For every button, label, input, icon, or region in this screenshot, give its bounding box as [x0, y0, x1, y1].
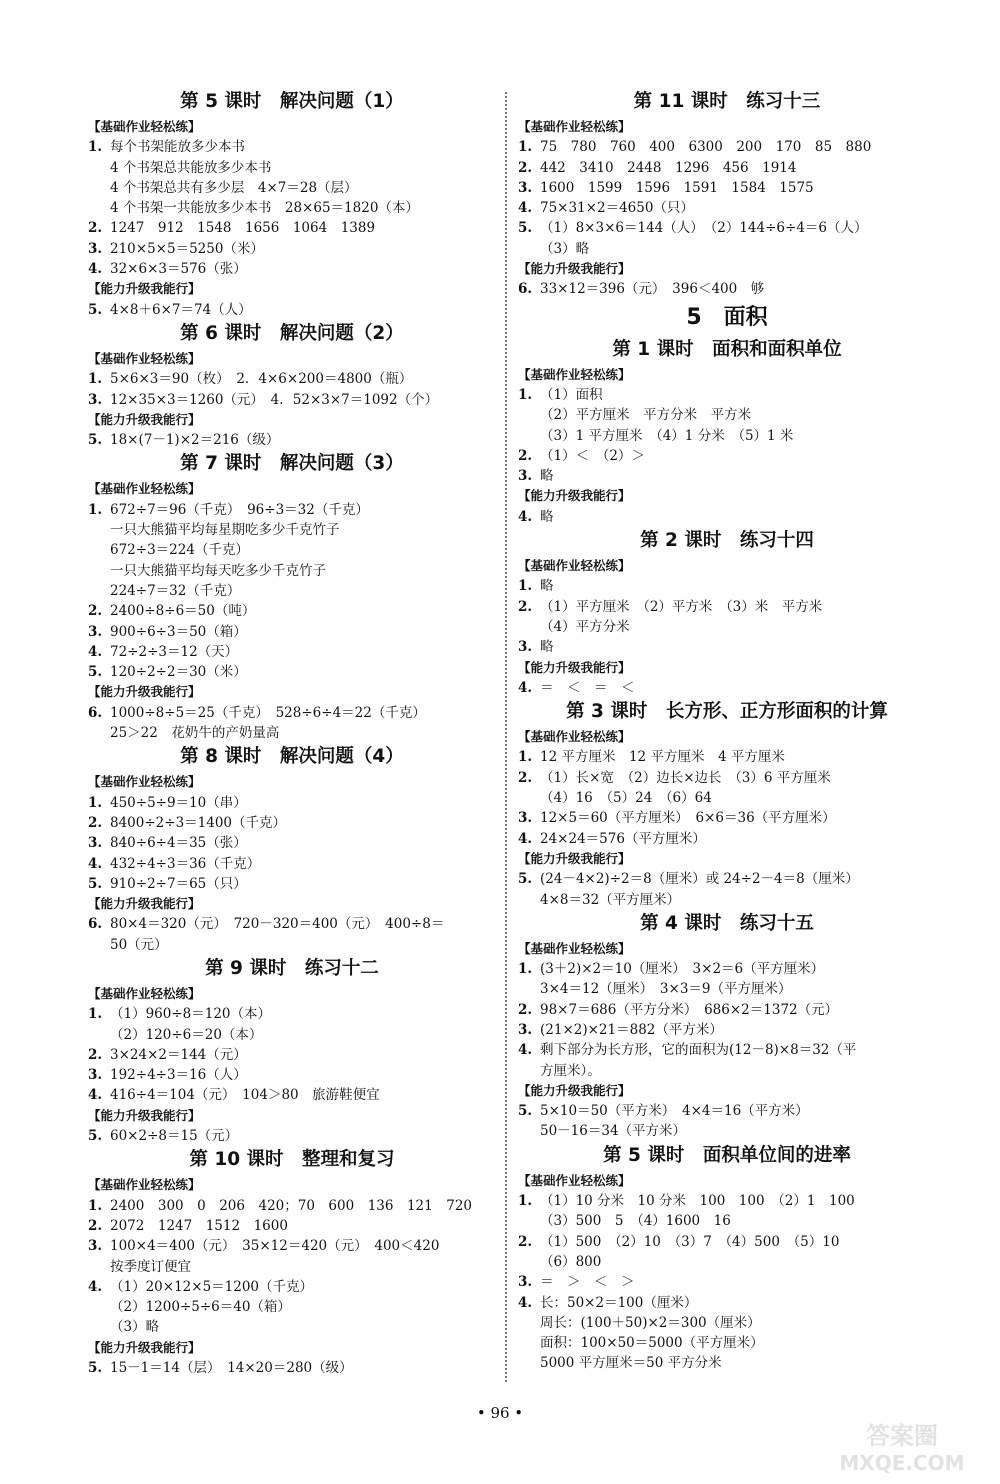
lesson-title: 第 4 课时 练习十五	[640, 912, 814, 934]
answer-line	[88, 137, 496, 157]
answer-text: 75 780 760 400 6300 200 170 85 880	[540, 139, 872, 156]
section-basic: 【基础作业轻松练】	[518, 366, 631, 382]
answer-text: （6）800	[540, 1253, 602, 1270]
lesson-title: 第 10 课时 整理和复习	[189, 1149, 395, 1171]
answer-text: (24－4×2)÷2＝8（厘米）或 24÷2－4＝8（厘米）	[540, 871, 859, 888]
answer-line	[518, 1020, 936, 1040]
answer-text: （3）1 平方厘米 （4）1 分米 （5）1 米	[540, 427, 794, 444]
watermark-top: 答案圈	[866, 1422, 938, 1450]
right-column	[518, 88, 936, 1374]
lesson-title: 第 9 课时 练习十二	[205, 957, 379, 979]
answer-text: 2400÷8÷6＝50（吨）	[110, 603, 256, 620]
answer-text: （2）平方厘米 平方分米 平方米	[540, 407, 752, 424]
unit-title: 5 面积	[686, 304, 768, 330]
answer-text: 672÷3＝224（千克）	[110, 542, 249, 559]
q-number: 1.	[518, 749, 533, 766]
answer-text: 24×24＝576（平方厘米）	[540, 830, 706, 847]
answer-line	[518, 446, 936, 466]
q-number: 3.	[518, 1021, 533, 1038]
answer-text: 50－16＝34（平方米）	[540, 1123, 687, 1140]
q-number: 3.	[518, 1274, 533, 1291]
section-advanced: 【能力升级我能行】	[88, 1339, 201, 1355]
section-advanced: 【能力升级我能行】	[88, 1107, 201, 1123]
answer-text: 8400÷2÷3＝1400（千克）	[110, 814, 287, 831]
lesson-title: 第 2 课时 练习十四	[640, 530, 814, 552]
q-number: 2.	[88, 220, 103, 237]
section-advanced: 【能力升级我能行】	[518, 659, 631, 675]
q-number: 3.	[518, 468, 533, 485]
answer-text: 周长：(100＋50)×2＝300（厘米）	[540, 1314, 761, 1331]
q-number: 5.	[88, 875, 103, 892]
answer-text: 每个书架能放多少本书	[110, 139, 245, 156]
answer-text: 4 个书架总共有多少层 4×7＝28（层）	[110, 179, 358, 196]
answer-line	[518, 959, 936, 979]
answer-line	[518, 198, 936, 218]
answer-text: 长：50×2＝100（厘米）	[540, 1294, 698, 1311]
answer-text: 方厘米）。	[540, 1062, 601, 1079]
answer-text: 840÷6÷4＝35（张）	[110, 835, 247, 852]
answer-line	[518, 869, 936, 889]
answer-line	[88, 1065, 496, 1085]
answer-text: 98×7＝686（平方分米） 686×2＝1372（元）	[540, 1001, 839, 1018]
answer-text: 3×4＝12（厘米） 3×3＝9（平方厘米）	[540, 981, 792, 998]
q-number: 1.	[518, 1193, 533, 1210]
q-number: 2.	[88, 1217, 103, 1234]
lesson-title: 第 7 课时 解决问题（3）	[180, 453, 404, 475]
answer-line	[518, 1040, 936, 1060]
lesson-title: 第 1 课时 面积和面积单位	[612, 338, 842, 360]
answer-text: 450÷5÷9＝10（串）	[110, 794, 247, 811]
section-basic: 【基础作业轻松练】	[88, 985, 201, 1001]
q-number: 5.	[88, 664, 103, 681]
answer-line	[518, 158, 936, 178]
section-advanced: 【能力升级我能行】	[518, 1082, 631, 1098]
q-number: 2.	[88, 1046, 103, 1063]
section-basic: 【基础作业轻松练】	[88, 350, 201, 366]
answer-line	[88, 793, 496, 813]
answer-line	[88, 239, 496, 259]
section-basic: 【基础作业轻松练】	[518, 940, 631, 956]
answer-text: 72÷2÷3＝12（天）	[110, 643, 239, 660]
answer-text: (3＋2)×2＝10（厘米） 3×2＝6（平方厘米）	[540, 961, 825, 978]
left-column	[88, 88, 496, 1378]
answer-text: 50（元）	[110, 936, 168, 953]
answer-text: 12×5＝60（平方厘米） 6×6＝36（平方厘米）	[540, 810, 836, 827]
answer-line	[88, 1004, 496, 1024]
answer-text: 略	[540, 578, 554, 595]
q-number: 5.	[88, 1360, 103, 1377]
answer-line	[518, 768, 936, 788]
answer-line	[88, 703, 496, 723]
answer-line	[88, 813, 496, 833]
answer-text: 4×8＋6×7＝74（人）	[110, 301, 252, 318]
answer-text: 1000÷8÷5＝25（千克） 528÷6÷4＝22（千克）	[110, 704, 426, 721]
q-number: 3.	[88, 623, 103, 640]
q-number: 1.	[518, 139, 533, 156]
answer-line	[88, 1236, 496, 1256]
answer-text: （2）120÷6＝20（本）	[110, 1026, 263, 1043]
q-number: 3.	[88, 1238, 103, 1255]
answer-text: （1）8×3×6＝144（人） （2）144÷6÷4＝6（人）	[540, 220, 868, 237]
answer-line	[88, 1085, 496, 1105]
answer-line	[88, 1277, 496, 1297]
lesson-title: 第 5 课时 解决问题（1）	[180, 91, 404, 112]
section-basic: 【基础作业轻松练】	[518, 1172, 631, 1188]
answer-text: 432÷4÷3＝36（千克）	[110, 855, 261, 872]
lesson-title: 第 5 课时 面积单位间的进率	[603, 1144, 851, 1166]
answer-text: 15－1＝14（层） 14×20＝280（级）	[110, 1360, 353, 1377]
answer-line	[88, 500, 496, 520]
lesson-title: 第 8 课时 解决问题（4）	[180, 746, 404, 768]
lesson-title: 第 3 课时 长方形、正方形面积的计算	[566, 701, 888, 723]
answer-text: （1）面积	[540, 386, 603, 403]
q-number: 5.	[518, 871, 533, 888]
answer-text: 60×2÷8＝15（元）	[110, 1128, 239, 1145]
column-divider	[505, 92, 507, 1382]
answer-line	[88, 1126, 496, 1146]
answer-line	[518, 1232, 936, 1252]
lesson-title: 第 6 课时 解决问题（2）	[180, 322, 404, 344]
answer-text: （4）16 （5）24 （6）64	[540, 790, 712, 807]
q-number: 1.	[518, 386, 533, 403]
answer-text: （3）略	[540, 240, 590, 257]
answer-line	[518, 678, 936, 698]
section-advanced: 【能力升级我能行】	[518, 850, 631, 866]
q-number: 6.	[88, 704, 103, 721]
section-advanced: 【能力升级我能行】	[518, 261, 631, 277]
answer-line	[88, 874, 496, 894]
answer-text: 3×24×2＝144（元）	[110, 1046, 247, 1063]
q-number: 5.	[518, 1103, 533, 1120]
q-number: 5.	[518, 220, 533, 237]
answer-text: 一只大熊猫平均每天吃多少千克竹子	[110, 562, 326, 579]
answer-line	[518, 747, 936, 767]
answer-text: 224÷7＝32（千克）	[110, 582, 241, 599]
q-number: 2.	[88, 814, 103, 831]
section-advanced: 【能力升级我能行】	[88, 684, 201, 700]
answer-text: 12 平方厘米 12 平方厘米 4 平方厘米	[540, 749, 785, 766]
q-number: 4.	[518, 200, 533, 217]
answer-line	[518, 137, 936, 157]
answer-text: （1）500 （2）10 （3）7 （4）500 （5）10	[540, 1233, 840, 1250]
answer-line	[88, 259, 496, 279]
q-number: 4.	[518, 1294, 533, 1311]
q-number: 2.	[518, 1001, 533, 1018]
q-number: 2.	[518, 447, 533, 464]
section-basic: 【基础作业轻松练】	[518, 729, 631, 745]
page-number: • 96 •	[476, 1404, 524, 1422]
answer-text: 12×35×3＝1260（元） 4．52×3×7＝1092（个）	[110, 391, 439, 408]
q-number: 1.	[518, 961, 533, 978]
q-number: 3.	[88, 1067, 103, 1084]
q-number: 1.	[88, 371, 103, 388]
section-basic: 【基础作业轻松练】	[88, 119, 201, 134]
answer-line	[88, 218, 496, 238]
answer-line	[518, 808, 936, 828]
answer-text: （4）平方分米	[540, 618, 630, 635]
answer-text: （3）500 5 （4）1600 16	[540, 1213, 731, 1230]
q-number: 1.	[88, 139, 103, 156]
answer-text: 面积：100×50＝5000（平方厘米）	[540, 1335, 764, 1352]
answer-line	[518, 279, 936, 299]
answer-line	[518, 385, 936, 405]
answer-line	[88, 1216, 496, 1236]
q-number: 2.	[518, 1233, 533, 1250]
section-advanced: 【能力升级我能行】	[88, 281, 201, 297]
answer-text: 略	[540, 639, 554, 656]
answer-line	[518, 1272, 936, 1292]
answer-text: 75×31×2＝4650（只）	[540, 200, 694, 217]
q-number: 1.	[518, 578, 533, 595]
answer-line	[88, 300, 496, 320]
answer-text: 5000 平方厘米＝50 平方分米	[540, 1355, 722, 1372]
answer-text: 32×6×3＝576（张）	[110, 261, 247, 278]
answer-line	[518, 466, 936, 486]
answer-text: 略	[540, 468, 554, 485]
answer-text: 按季度订便宜	[110, 1258, 191, 1275]
answer-text: （2）1200÷5÷6＝40（箱）	[110, 1299, 291, 1316]
answer-line	[88, 833, 496, 853]
answer-text: 210×5×5＝5250（米）	[110, 240, 264, 257]
answer-text: 1600 1599 1596 1591 1584 1575	[540, 179, 814, 196]
q-number: 2.	[518, 159, 533, 176]
section-basic: 【基础作业轻松练】	[88, 1177, 201, 1193]
q-number: 6.	[518, 281, 533, 298]
answer-text: 5×6×3＝90（枚） 2．4×6×200＝4800（瓶）	[110, 371, 413, 388]
answer-text: 100×4＝400（元） 35×12＝420（元） 400＜420	[110, 1238, 440, 1255]
answer-text: ＝ ＞ ＜ ＞	[540, 1274, 635, 1291]
answer-text: 910÷2÷7＝65（只）	[110, 875, 247, 892]
section-basic: 【基础作业轻松练】	[518, 558, 631, 574]
lesson-title: 第 11 课时 练习十三	[633, 91, 821, 112]
answer-text: 一只大熊猫平均每星期吃多少千克竹子	[110, 522, 340, 539]
answer-line	[88, 662, 496, 682]
answer-line	[518, 1293, 936, 1313]
answer-line	[518, 597, 936, 617]
q-number: 2.	[518, 769, 533, 786]
q-number: 4.	[518, 1042, 533, 1059]
q-number: 4.	[88, 1087, 103, 1104]
answer-text: (21×2)×21＝882（平方米）	[540, 1021, 723, 1038]
answer-line	[88, 1045, 496, 1065]
answer-line	[88, 1358, 496, 1378]
answer-line	[88, 430, 496, 450]
section-advanced: 【能力升级我能行】	[88, 896, 201, 912]
q-number: 1.	[88, 794, 103, 811]
answer-text: 5×10＝50（平方米） 4×4＝16（平方米）	[540, 1103, 809, 1120]
answer-text: 672÷7＝96（千克） 96÷3＝32（千克）	[110, 501, 369, 518]
answer-line	[88, 369, 496, 389]
answer-text: （1）10 分米 10 分米 100 100 （2）1 100	[540, 1193, 855, 1210]
q-number: 5.	[88, 1128, 103, 1145]
answer-text: （1）20×12×5＝1200（千克）	[110, 1278, 314, 1295]
answer-line	[518, 1191, 936, 1211]
answer-line	[518, 576, 936, 596]
answer-text: （3）略	[110, 1319, 160, 1336]
answer-text: （1）＜ （2）＞	[540, 447, 645, 464]
answer-text: 120÷2÷2＝30（米）	[110, 664, 247, 681]
answer-line	[88, 854, 496, 874]
answer-text: 4 个书架一共能放多少本书 28×65＝1820（本）	[110, 200, 419, 217]
q-number: 3.	[88, 835, 103, 852]
section-basic: 【基础作业轻松练】	[518, 119, 631, 134]
answer-text: 18×(7－1)×2＝216（级）	[110, 432, 280, 449]
q-number: 3.	[518, 639, 533, 656]
answer-text: 442 3410 2448 1296 456 1914	[540, 159, 797, 176]
q-number: 4.	[518, 830, 533, 847]
q-number: 1.	[88, 501, 103, 518]
q-number: 4.	[518, 508, 533, 525]
q-number: 3.	[88, 240, 103, 257]
q-number: 4.	[88, 643, 103, 660]
answer-text: 剩下部分为长方形，它的面积为(12－8)×8＝32（平	[540, 1042, 857, 1059]
answer-text: 80×4＝320（元） 720－320＝400（元） 400÷8＝	[110, 916, 445, 933]
q-number: 3.	[518, 810, 533, 827]
answer-line	[88, 601, 496, 621]
watermark-bottom: MXQE.COM	[839, 1451, 965, 1475]
answer-text: 416÷4＝104（元） 104＞80 旅游鞋便宜	[110, 1087, 380, 1104]
answer-text: 2072 1247 1512 1600	[110, 1217, 288, 1234]
section-advanced: 【能力升级我能行】	[518, 488, 631, 504]
q-number: 6.	[88, 916, 103, 933]
q-number: 2.	[88, 603, 103, 620]
watermark-logo	[826, 1418, 978, 1476]
answer-line	[88, 1196, 496, 1216]
answer-text: 略	[540, 508, 554, 525]
answer-line	[518, 829, 936, 849]
answer-line	[88, 390, 496, 410]
q-number: 4.	[88, 261, 103, 278]
answer-text: （1）960÷8＝120（本）	[110, 1006, 272, 1023]
section-basic: 【基础作业轻松练】	[88, 481, 201, 497]
answer-line	[518, 1000, 936, 1020]
answer-line	[518, 178, 936, 198]
q-number: 2.	[518, 598, 533, 615]
q-number: 1.	[88, 1006, 103, 1023]
answer-line	[518, 218, 936, 238]
answer-line	[88, 642, 496, 662]
q-number: 4.	[518, 679, 533, 696]
q-number: 4.	[88, 1278, 103, 1295]
answer-text: （1）平方厘米 （2）平方米 （3）米 平方米	[540, 598, 823, 615]
q-number: 5.	[88, 301, 103, 318]
q-number: 5.	[88, 432, 103, 449]
answer-text: 33×12＝396（元） 396＜400 够	[540, 281, 765, 298]
answer-text: 900÷6÷3＝50（箱）	[110, 623, 247, 640]
answer-text: 4×8＝32（平方厘米）	[540, 891, 681, 908]
answer-text: 192÷4÷3＝16（人）	[110, 1067, 247, 1084]
q-number: 4.	[88, 855, 103, 872]
answer-text: 2400 300 0 206 420；70 600 136 121 720	[110, 1197, 472, 1214]
section-basic: 【基础作业轻松练】	[88, 774, 201, 790]
answer-line	[518, 1101, 936, 1121]
answer-line	[88, 914, 496, 934]
q-number: 3.	[518, 179, 533, 196]
answer-text: （1）长×宽 （2）边长×边长 （3）6 平方厘米	[540, 769, 831, 786]
answer-line	[88, 622, 496, 642]
answer-text: 25＞22 花奶牛的产奶量高	[110, 725, 280, 742]
answer-text: ＝ ＜ ＝ ＜	[540, 679, 635, 696]
answer-line	[518, 507, 936, 527]
section-advanced: 【能力升级我能行】	[88, 411, 201, 427]
q-number: 3.	[88, 391, 103, 408]
answer-text: 1247 912 1548 1656 1064 1389	[110, 220, 376, 237]
answer-text: 4 个书架总共能放多少本书	[110, 159, 272, 176]
q-number: 1.	[88, 1197, 103, 1214]
answer-line	[518, 637, 936, 657]
